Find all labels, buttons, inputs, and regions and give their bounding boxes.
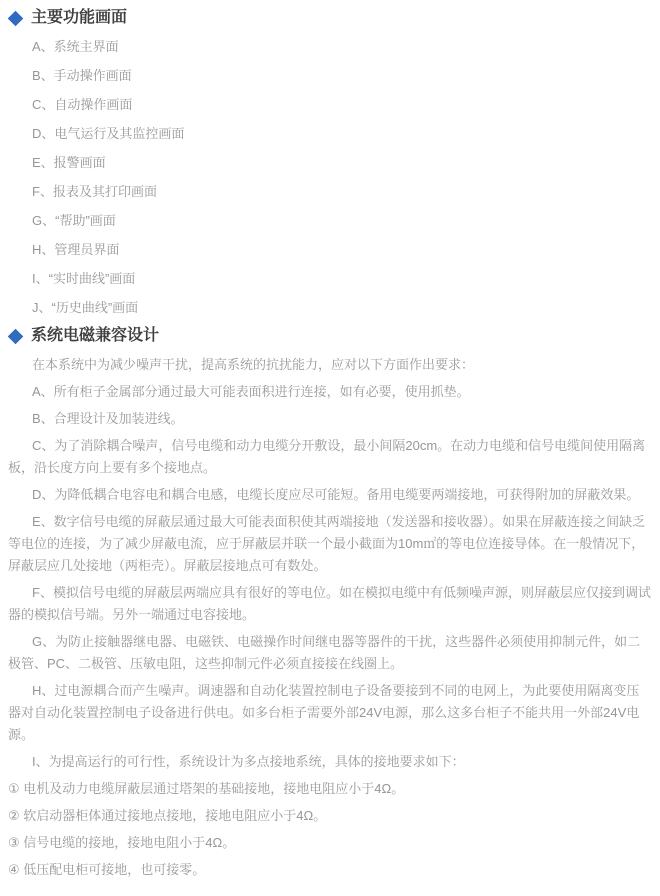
list-item: G、“帮助”画面 bbox=[32, 213, 116, 228]
grounding-item-3: ③ 信号电缆的接地，接地电阻小于4Ω。 bbox=[8, 835, 236, 850]
list-item: F、报表及其打印画面 bbox=[32, 184, 157, 199]
section-emc-design bbox=[8, 326, 652, 881]
section-main-functions bbox=[8, 8, 652, 319]
emc-paragraph-d: D、为降低耦合电容电和耦合电感，电缆长度应尽可能短。备用电缆要两端接地，可获得附加的屏蔽效果。 bbox=[32, 487, 640, 502]
grounding-item-4: ④ 低压配电柜可接地，也可接零。 bbox=[8, 862, 206, 877]
main-functions-heading bbox=[8, 8, 652, 28]
list-item: H、管理员界面 bbox=[32, 242, 120, 257]
grounding-item-1: ① 电机及动力电缆屏蔽层通过塔架的基础接地，接地电阻应小于4Ω。 bbox=[8, 781, 405, 796]
list-item: C、自动操作画面 bbox=[32, 97, 133, 112]
emc-paragraph-a: A、所有柜子金属部分通过最大可能表面积进行连接，如有必要，使用抓垫。 bbox=[32, 384, 470, 399]
emc-paragraph-b: B、合理设计及加装进线。 bbox=[32, 411, 184, 426]
main-functions-title: 主要功能画面 bbox=[31, 9, 128, 26]
diamond-bullet-icon bbox=[8, 10, 24, 26]
emc-heading bbox=[8, 326, 652, 346]
emc-paragraph-e: E、数字信号电缆的屏蔽层通过最大可能表面积使其两端接地（发送器和接收器）。如果在屏蔽连接之间缺乏等电位的连接，为了减少屏蔽电流，应于屏蔽层并联一个最小截面为10m㎡的等电位连接导体。在一般情况下，屏蔽层应几处接地（两柜壳）。屏蔽层接地点可有数处。 bbox=[8, 514, 646, 573]
list-item: D、电气运行及其监控画面 bbox=[32, 126, 185, 141]
emc-title: 系统电磁兼容设计 bbox=[31, 327, 160, 344]
list-item: E、报警画面 bbox=[32, 155, 106, 170]
emc-paragraph-c: C、为了消除耦合噪声，信号电缆和动力电缆分开敷设，最小间隔20cm。在动力电缆和信号电缆间使用隔离板，沿长度方向上要有多个接地点。 bbox=[8, 438, 646, 475]
grounding-item-2: ② 软启动器柜体通过接地点接地，接地电阻应小于4Ω。 bbox=[8, 808, 327, 823]
diamond-bullet-icon bbox=[8, 328, 24, 344]
list-item: A、系统主界面 bbox=[32, 39, 119, 54]
emc-paragraph-i: I、为提高运行的可行性，系统设计为多点接地系统，具体的接地要求如下： bbox=[32, 754, 465, 769]
list-item: B、手动操作画面 bbox=[32, 68, 132, 83]
function-list bbox=[8, 36, 652, 319]
list-item: J、“历史曲线”画面 bbox=[32, 300, 139, 315]
emc-intro-paragraph: 在本系统中为减少噪声干扰，提高系统的抗扰能力，应对以下方面作出要求： bbox=[32, 357, 475, 372]
emc-paragraph-g: G、为防止接触器继电器、电磁铁、电磁操作时间继电器等器件的干扰，这些器件必须使用抑制元件，如二极管、PC、二极管、压敏电阻，这些抑制元件必须直接接在线圈上。 bbox=[8, 634, 641, 671]
emc-paragraph-h: H、过电源耦合而产生噪声。调速器和自动化装置控制电子设备要接到不同的电网上，为此要使用隔离变压器对自动化装置控制电子设备进行供电。如多台柜子需要外部24V电源，那么这多台柜子不能共用一外部24V电源。 bbox=[8, 683, 640, 742]
list-item: I、“实时曲线”画面 bbox=[32, 271, 136, 286]
emc-body bbox=[8, 354, 652, 881]
emc-paragraph-f: F、模拟信号电缆的屏蔽层两端应具有很好的等电位。如在模拟电缆中有低频噪声源，则屏蔽层应仅接到调试器的模拟信号端。另外一端通过电容接地。 bbox=[8, 585, 651, 622]
